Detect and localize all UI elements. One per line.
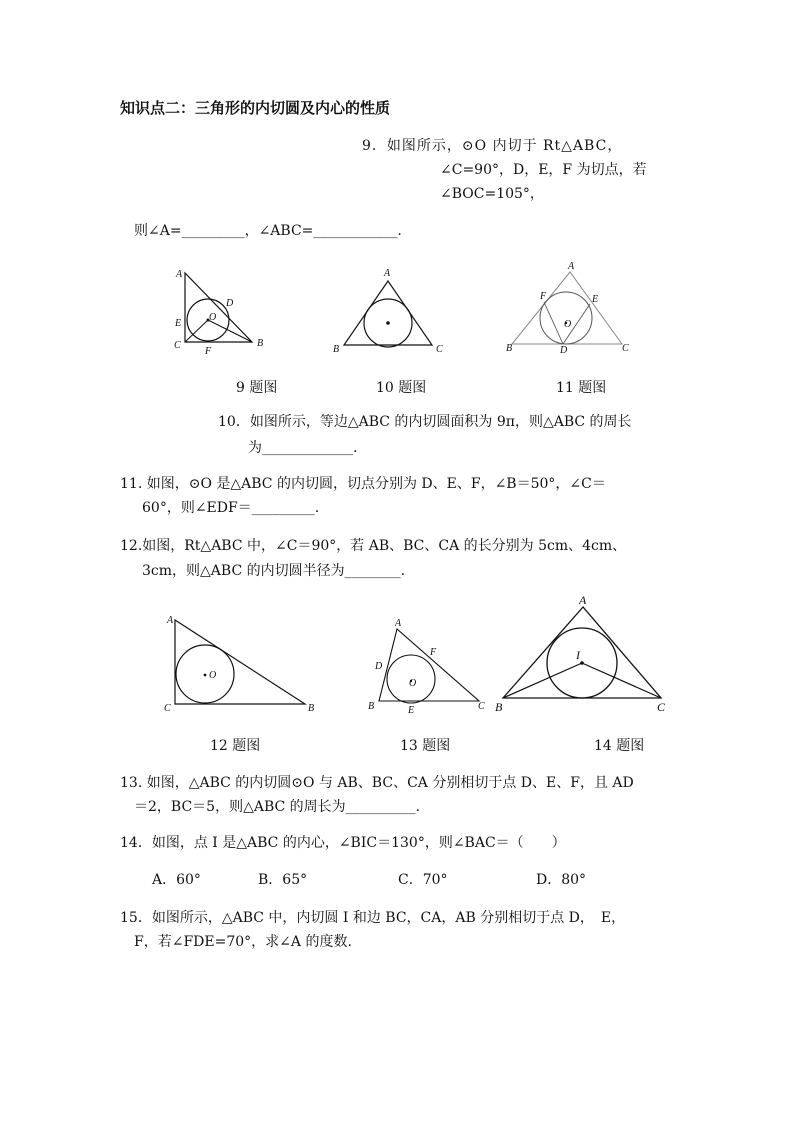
fig13-label-O: O	[409, 678, 417, 689]
fig11-label-E: E	[592, 294, 599, 305]
q9-line3: ∠BOC=105°，	[440, 186, 544, 202]
fig13-label-E: E	[408, 705, 415, 716]
fig12-label-A: A	[167, 615, 174, 626]
fig13-label-B: B	[368, 701, 375, 712]
fig10-label-B: B	[333, 344, 340, 355]
fig12-label-O: O	[209, 670, 217, 681]
q13-line1: 13. 如图，△ABC 的内切圆⊙O 与 AB、BC、CA 分别相切于点 D、E、F，且 AD	[120, 775, 634, 791]
figure-10	[330, 265, 450, 360]
fig14-label-A: A	[579, 593, 587, 607]
q14-option-b[interactable]: B．65°	[258, 872, 308, 888]
caption-9: 9 题图	[236, 380, 278, 396]
q10-line1: 10．如图所示，等边△ABC 的内切圆面积为 9π，则△ABC 的周长	[218, 414, 632, 430]
q14-option-d[interactable]: D．80°	[536, 872, 587, 888]
q9-line1: 9．如图所示，⊙O 内切于 Rt△ABC，	[362, 138, 623, 154]
q15-line1: 15．如图所示，△ABC 中，内切圆 I 和边 BC，CA，AB 分别相切于点 D， E，	[120, 910, 626, 926]
fig9-label-B: B	[257, 338, 264, 349]
q14-option-c[interactable]: C．70°	[398, 872, 448, 888]
fig10-label-A: A	[384, 268, 391, 279]
section-heading: 知识点二：三角形的内切圆及内心的性质	[120, 99, 391, 117]
caption-11: 11 题图	[556, 380, 607, 396]
fig12-label-B: B	[308, 703, 315, 714]
figure-12	[160, 610, 330, 720]
fig11-label-D: D	[560, 345, 568, 356]
caption-10: 10 题图	[376, 380, 427, 396]
fig13-label-A: A	[395, 618, 402, 629]
fig13-label-C: C	[478, 701, 485, 712]
caption-13: 13 题图	[400, 738, 451, 754]
fig9-label-D: D	[226, 298, 234, 309]
fig11-label-F: F	[540, 291, 547, 302]
fig11-label-C: C	[622, 343, 629, 354]
q10-line2: 为_____________.	[248, 440, 358, 456]
q9-line2: ∠C=90°，D，E，F 为切点，若	[440, 162, 647, 178]
fig9-label-F: F	[205, 346, 212, 357]
fig14-label-B: B	[495, 700, 503, 714]
fig12-label-C: C	[164, 703, 171, 714]
fig9-label-C: C	[174, 340, 181, 351]
figure-14	[495, 595, 680, 720]
figure-13	[365, 615, 495, 720]
fig13-label-F: F	[430, 647, 437, 658]
q12-line1: 12.如图，Rt△ABC 中，∠C＝90°，若 AB、BC、CA 的长分别为 5cm、4cm、	[120, 538, 627, 554]
figure-9	[170, 265, 280, 360]
fig11-label-B: B	[506, 343, 513, 354]
fig14-label-C: C	[657, 700, 666, 714]
caption-12: 12 题图	[210, 738, 261, 754]
fig9-label-E: E	[175, 318, 182, 329]
fig11-label-A: A	[568, 261, 575, 272]
q13-line2: ＝2，BC＝5，则△ABC 的周长为__________.	[134, 799, 421, 815]
fig9-label-O: O	[209, 312, 217, 323]
q14-option-a[interactable]: A．60°	[152, 872, 201, 888]
fig11-label-O: O	[564, 319, 572, 330]
q9-line4: 则∠A=_________，∠ABC=____________.	[134, 223, 402, 239]
q12-line2: 3cm，则△ABC 的内切圆半径为________.	[142, 563, 406, 579]
fig13-label-D: D	[375, 661, 383, 672]
caption-14: 14 题图	[594, 738, 645, 754]
q15-line2: F，若∠FDE=70°，求∠A 的度数.	[134, 934, 352, 950]
q11-line1: 11. 如图，⊙O 是△ABC 的内切圆，切点分别为 D、E、F，∠B＝50°，∠C＝	[120, 476, 606, 492]
fig10-label-C: C	[436, 344, 443, 355]
q14-line1: 14．如图，点 I 是△ABC 的内心，∠BIC＝130°，则∠BAC＝（ ）	[120, 835, 566, 851]
fig9-label-A: A	[176, 269, 183, 280]
figure-11	[500, 260, 630, 360]
q11-line2: 60°，则∠EDF＝_________.	[142, 500, 320, 516]
fig14-label-I: I	[576, 648, 580, 662]
